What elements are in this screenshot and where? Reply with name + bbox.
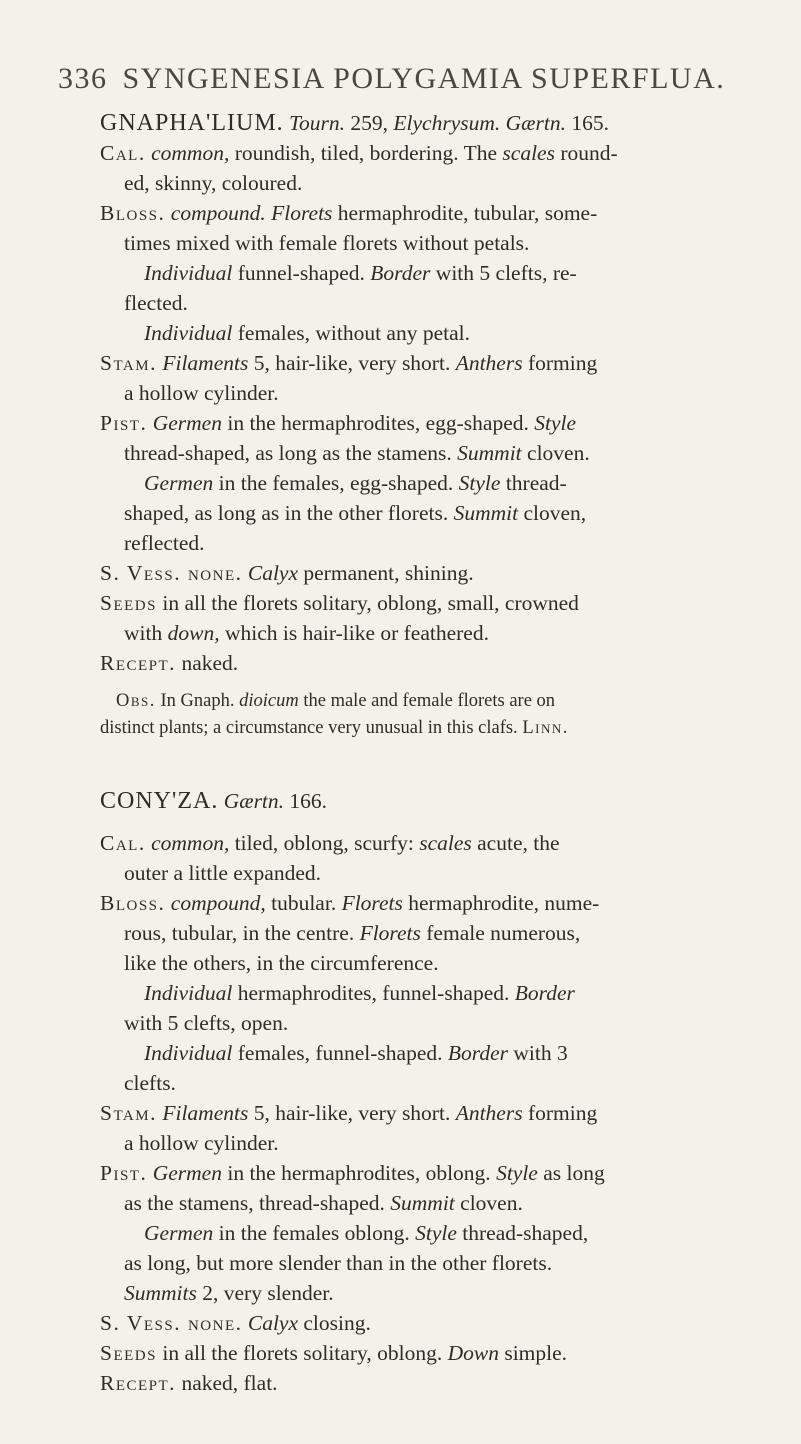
reference-number: 165.	[571, 111, 609, 135]
calyx-line	[100, 138, 768, 168]
text: which is hair-like or feathered.	[224, 621, 489, 645]
text: outer a little expanded.	[124, 861, 322, 885]
genus-heading	[100, 108, 768, 138]
vessel-line	[100, 558, 768, 588]
text: permanent, shining.	[303, 561, 474, 585]
term: Summit	[390, 1191, 455, 1215]
pistil-line	[100, 1158, 768, 1188]
term: Style	[496, 1161, 538, 1185]
receptacle-line	[100, 1368, 768, 1398]
text: 5, hair-like, very short.	[253, 351, 451, 375]
text: 2, very slender.	[202, 1281, 334, 1305]
calyx-line	[100, 828, 768, 858]
text: a hollow cylinder.	[124, 381, 279, 405]
text: ed, skinny, coloured.	[124, 171, 303, 195]
reference-author: Gærtn.	[223, 789, 285, 813]
female-germen-cont	[100, 1248, 768, 1278]
term: scales	[502, 141, 555, 165]
text: forming	[527, 351, 598, 375]
seeds-line	[100, 588, 768, 618]
term: Individual	[144, 261, 233, 285]
section-label: Cal.	[100, 831, 146, 855]
section-label: Bloss.	[100, 891, 166, 915]
section-label: S. Vess. none.	[100, 1311, 243, 1335]
stamen-line	[100, 348, 768, 378]
section-label: S. Vess. none.	[100, 561, 243, 585]
female-germen-line	[100, 1218, 768, 1248]
stamen-line	[100, 1098, 768, 1128]
term: Summits	[124, 1281, 197, 1305]
section-label: Recept.	[100, 1371, 177, 1395]
term: Style	[458, 471, 501, 495]
text: cloven.	[527, 441, 590, 465]
term: Style	[415, 1221, 457, 1245]
border-cont	[100, 288, 768, 318]
individual-herm-cont	[100, 1008, 768, 1038]
term: Florets	[359, 921, 421, 945]
term: dioicum	[239, 691, 299, 711]
term: Anthers	[455, 351, 523, 375]
section-label: Pist.	[100, 1161, 148, 1185]
text: clefts.	[124, 1071, 176, 1095]
author: Linn.	[522, 718, 569, 738]
female-summits-line	[100, 1278, 768, 1308]
text: hermaphrodite, nume-	[408, 891, 600, 915]
term: Border	[370, 261, 431, 285]
text: in all the florets solitary, oblong, small, crowned	[162, 591, 579, 615]
term: Filaments	[162, 351, 249, 375]
text: in the females oblong.	[218, 1221, 410, 1245]
blossom-line	[100, 198, 768, 228]
term: Individual	[144, 1041, 233, 1065]
entry-conyza	[100, 786, 768, 1398]
term: Germen	[144, 1221, 214, 1245]
reference-number: 166.	[289, 789, 328, 813]
text: in the hermaphrodites, oblong.	[227, 1161, 491, 1185]
text: thread-shaped,	[462, 1221, 589, 1245]
entry-gnaphalium	[100, 108, 768, 678]
running-title: SYNGENESIA POLYGAMIA SUPERFLUA.	[122, 62, 726, 95]
pistil-line-cont	[100, 438, 768, 468]
genus-name: GNAPHA'LIUM.	[100, 110, 284, 136]
calyx-line-cont	[100, 858, 768, 888]
text: simple.	[504, 1341, 568, 1365]
receptacle-line	[100, 648, 768, 678]
female-germen-line	[100, 468, 768, 498]
section-label: Seeds	[100, 1341, 157, 1365]
term: Summit	[453, 501, 519, 525]
text: forming	[527, 1101, 598, 1125]
term: Filaments	[162, 1101, 249, 1125]
genus-name: CONY'ZA.	[100, 788, 219, 814]
genus-heading	[100, 786, 768, 816]
section-label: Obs.	[116, 691, 156, 711]
text: the male and female florets are on	[303, 691, 556, 711]
text: acute, the	[477, 831, 560, 855]
term: Germen	[144, 471, 214, 495]
individual-herm-line	[100, 978, 768, 1008]
vessel-line	[100, 1308, 768, 1338]
term: Border	[447, 1041, 509, 1065]
term: Anthers	[455, 1101, 523, 1125]
term: Down	[447, 1341, 499, 1365]
section-label: Stam.	[100, 351, 157, 375]
term: down,	[167, 621, 220, 645]
text: roundish, tiled, bordering. The	[234, 141, 498, 165]
section-label: Stam.	[100, 1101, 157, 1125]
text: like the others, in the circumference.	[124, 951, 439, 975]
text: as the stamens, thread-shaped.	[124, 1191, 385, 1215]
text: hermaphrodite, tubular, some-	[337, 201, 598, 225]
text: flected.	[124, 291, 188, 315]
text: closing.	[303, 1311, 371, 1335]
text: rous, tubular, in the centre.	[124, 921, 355, 945]
stamen-line-cont	[100, 378, 768, 408]
term: scales	[419, 831, 472, 855]
stamen-line-cont	[100, 1128, 768, 1158]
text: funnel-shaped.	[237, 261, 365, 285]
term: common,	[151, 831, 230, 855]
blossom-line-cont	[100, 228, 768, 258]
individual-fem-line	[100, 1038, 768, 1068]
text: round-	[560, 141, 618, 165]
text: with 5 clefts, re-	[435, 261, 577, 285]
text: in all the florets solitary, oblong.	[162, 1341, 443, 1365]
term: common,	[151, 141, 230, 165]
section-label: Bloss.	[100, 201, 166, 225]
text: naked.	[181, 651, 239, 675]
section-label: Pist.	[100, 411, 148, 435]
individual-fem-line	[100, 318, 768, 348]
text: 5, hair-like, very short.	[253, 1101, 451, 1125]
term: Calyx	[247, 1311, 299, 1335]
term: Germen	[152, 411, 222, 435]
text: with 3	[513, 1041, 568, 1065]
text: in the hermaphrodites, egg-shaped.	[227, 411, 529, 435]
blossom-line-cont2	[100, 948, 768, 978]
section-label: Recept.	[100, 651, 177, 675]
observation	[100, 688, 780, 742]
synonym: Elychrysum. Gærtn.	[393, 111, 566, 135]
calyx-line-cont	[100, 168, 768, 198]
text: cloven.	[460, 1191, 523, 1215]
term: Style	[534, 411, 577, 435]
female-germen-cont2	[100, 528, 768, 558]
term: Germen	[152, 1161, 222, 1185]
term: Florets	[341, 891, 403, 915]
text: reflected.	[124, 531, 205, 555]
term: Border	[514, 981, 575, 1005]
text: cloven,	[523, 501, 587, 525]
blossom-line	[100, 888, 768, 918]
term: Summit	[457, 441, 522, 465]
section-label: Seeds	[100, 591, 157, 615]
text: females, funnel-shaped.	[237, 1041, 443, 1065]
text: times mixed with female florets without petals.	[124, 231, 530, 255]
text: distinct plants; a circumstance very unusual in this clafs.	[100, 718, 518, 738]
text: as long	[543, 1161, 605, 1185]
text: tubular.	[271, 891, 337, 915]
text: thread-	[505, 471, 567, 495]
reference-number: 259,	[350, 111, 389, 135]
pistil-line-cont	[100, 1188, 768, 1218]
individual-herm-line	[100, 258, 768, 288]
text: In Gnaph.	[160, 691, 235, 711]
text: a hollow cylinder.	[124, 1131, 279, 1155]
text: with	[124, 621, 163, 645]
blossom-line-cont	[100, 918, 768, 948]
text: naked, flat.	[181, 1371, 278, 1395]
term: compound.	[170, 201, 266, 225]
individual-fem-cont	[100, 1068, 768, 1098]
text: with 5 clefts, open.	[124, 1011, 289, 1035]
text: tiled, oblong, scurfy:	[234, 831, 414, 855]
pistil-line	[100, 408, 768, 438]
term: Individual	[144, 981, 233, 1005]
obs-line-cont	[100, 715, 780, 742]
section-label: Cal.	[100, 141, 146, 165]
text: in the females, egg-shaped.	[218, 471, 454, 495]
text: females, without any petal.	[237, 321, 470, 345]
text: as long, but more slender than in the other florets.	[124, 1251, 553, 1275]
seeds-line	[100, 1338, 768, 1368]
term: Calyx	[247, 561, 299, 585]
text: shaped, as long as in the other florets.	[124, 501, 449, 525]
female-germen-cont	[100, 498, 768, 528]
text: thread-shaped, as long as the stamens.	[124, 441, 452, 465]
obs-line	[100, 688, 780, 715]
reference-author: Tourn.	[289, 111, 346, 135]
text: hermaphrodites, funnel-shaped.	[237, 981, 510, 1005]
text: female numerous,	[426, 921, 581, 945]
term: Individual	[144, 321, 233, 345]
term: Florets	[271, 201, 333, 225]
seeds-line-cont	[100, 618, 768, 648]
page-number: 336	[58, 62, 108, 95]
term: compound,	[170, 891, 266, 915]
running-head	[58, 62, 725, 96]
